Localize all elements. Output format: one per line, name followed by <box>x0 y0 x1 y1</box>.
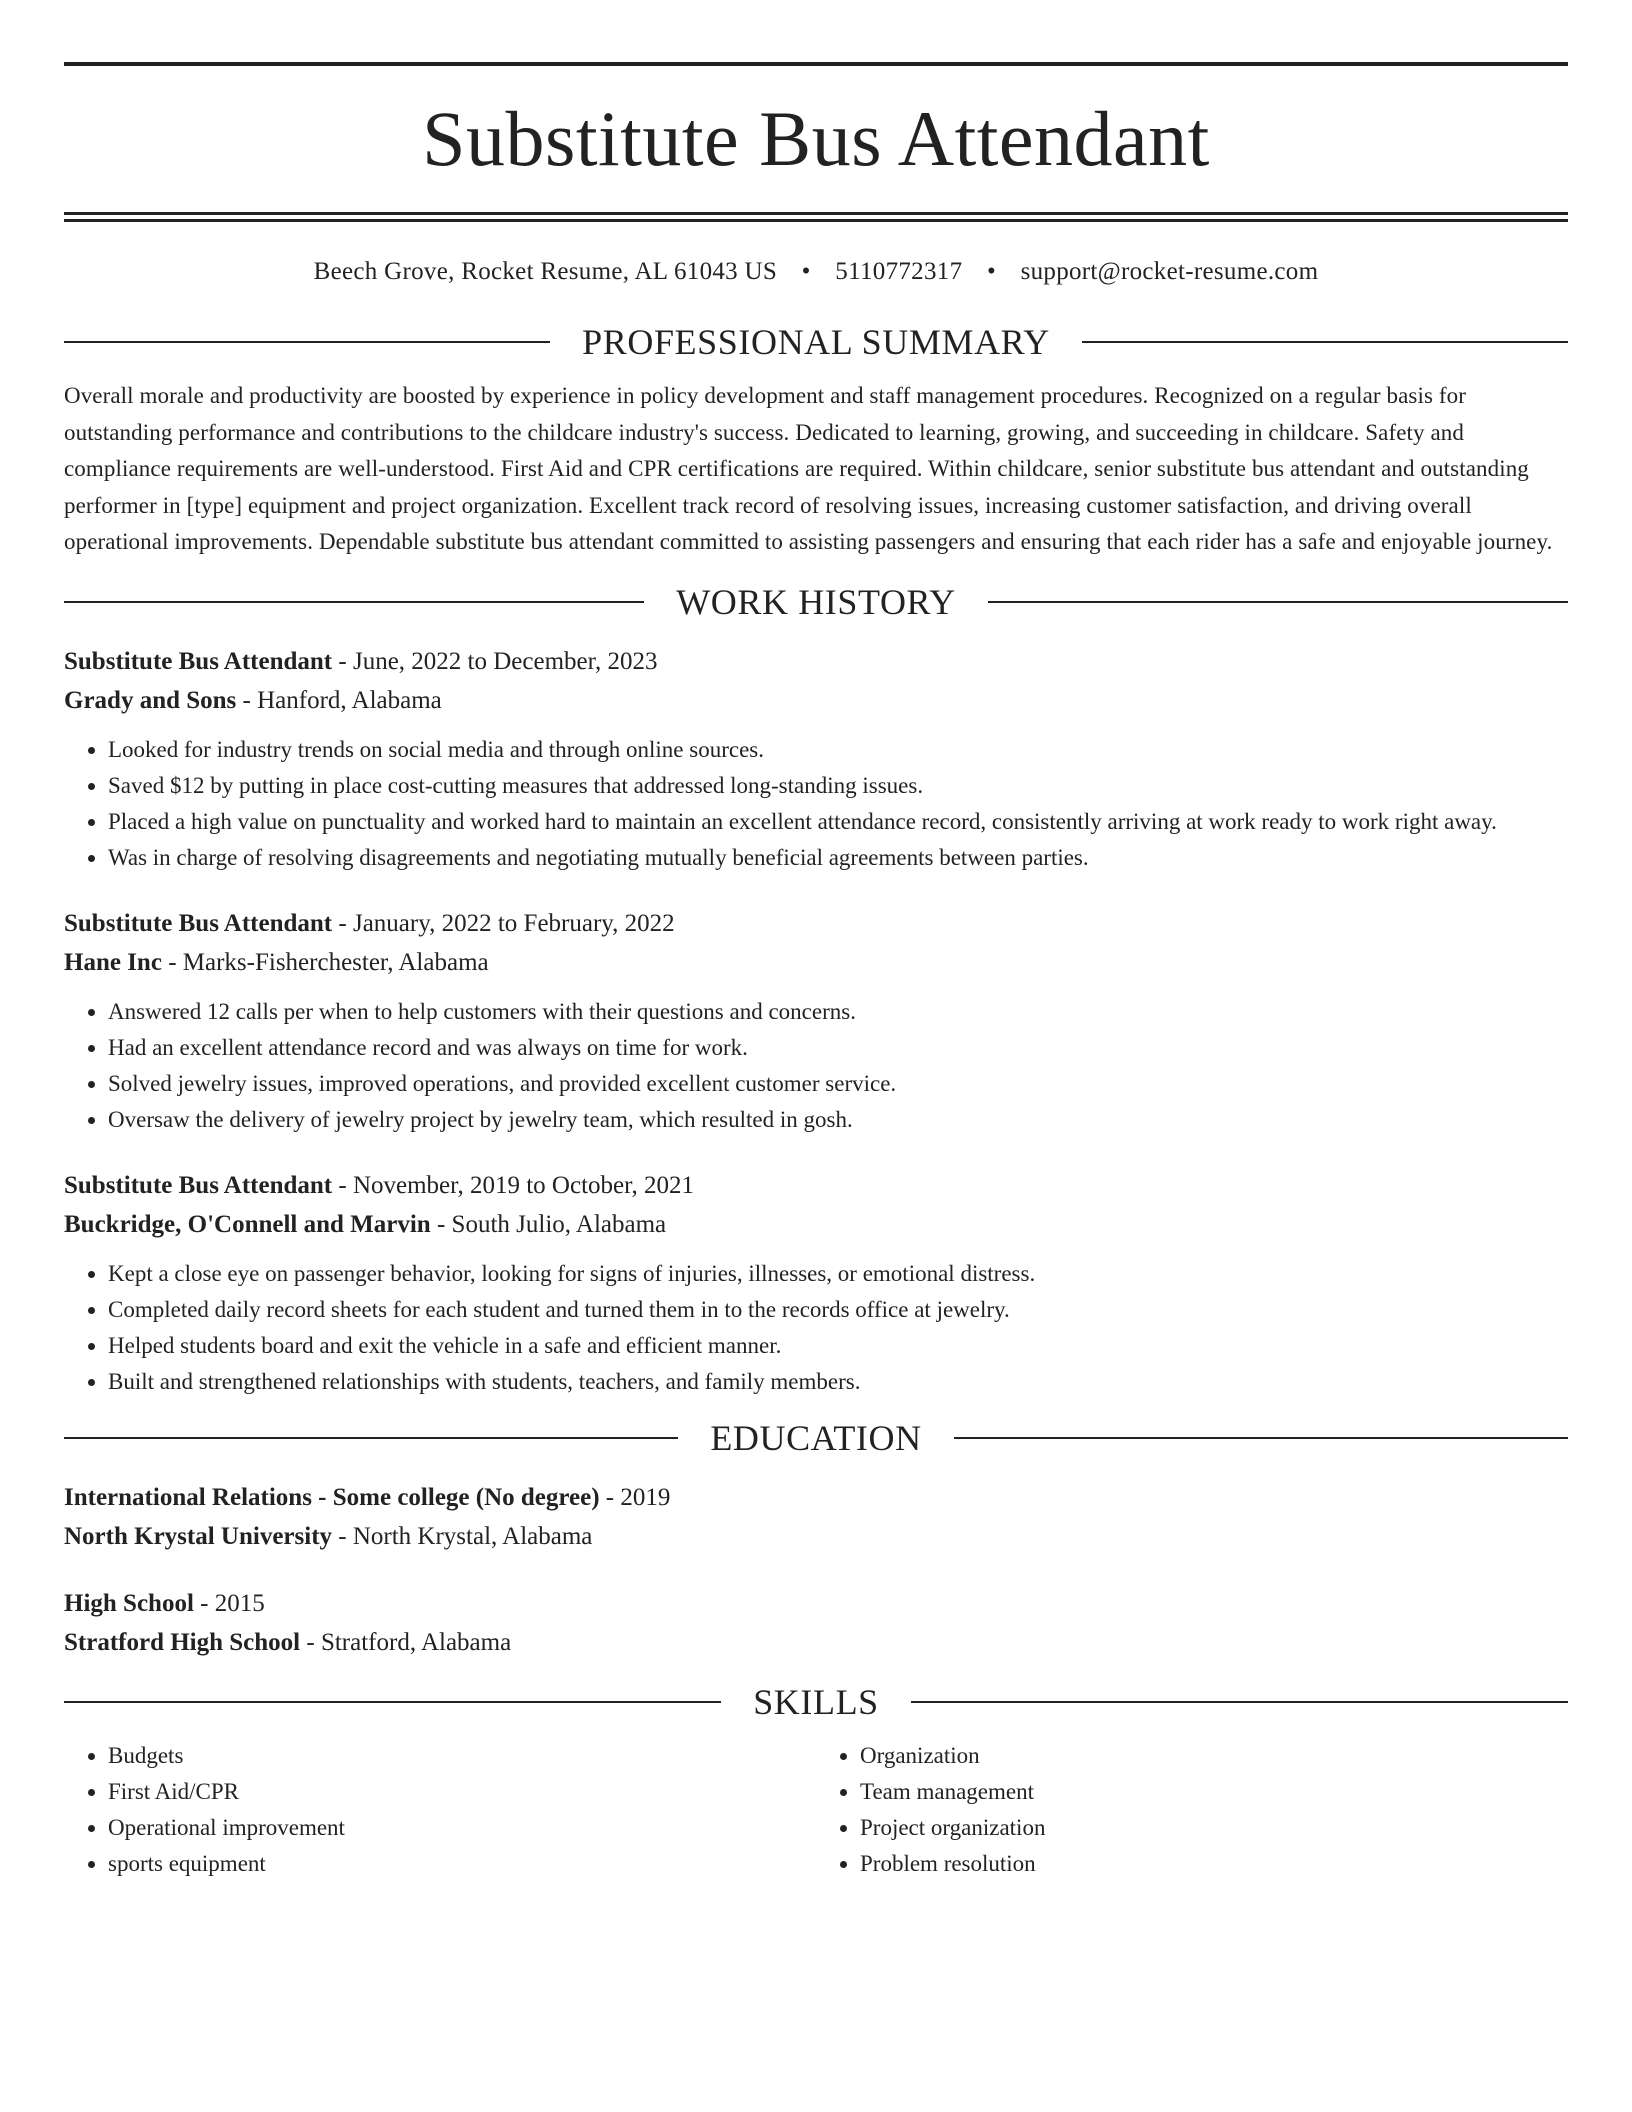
work-history-list <box>64 642 1568 1400</box>
job-company-line <box>64 943 1568 982</box>
work-section-header <box>64 581 1568 622</box>
summary-text: Overall morale and productivity are boosted by experience in policy development and staff management procedures. Recognized on a regular basis for outstanding performance and contributions to the childcare industry's success. Dedicated to learning, growing, and succeeding in childcare. Safety and compliance requirements are well-understood. First Aid and CPR certifications are required. Within childcare, senior substitute bus attendant and outstanding performer in [type] equipment and project organization. Excellent track record of resolving issues, increasing customer satisfaction, and driving overall operational improvements. Dependable substitute bus attendant committed to assisting passengers and ensuring that each rider has a safe and enjoyable journey. <box>64 383 1553 554</box>
job-dates: - June, 2022 to December, 2023 <box>332 647 658 675</box>
skill-item: • Team management <box>860 1774 1568 1810</box>
job-company: Buckridge, O'Connell and Marvin <box>64 1210 431 1238</box>
job-bullet: • Kept a close eye on passenger behavior, looking for signs of injuries, illnesses, or emotional distress. <box>108 1256 1568 1292</box>
job-company: Grady and Sons <box>64 686 237 714</box>
job-dates: - November, 2019 to October, 2021 <box>332 1171 694 1199</box>
education-year: - 2019 <box>599 1483 671 1511</box>
contact-email: support@rocket-resume.com <box>1020 258 1319 285</box>
education-year: - 2015 <box>193 1589 265 1617</box>
job-bullet: • Completed daily record sheets for each student and turned them in to the records office at jewelry. <box>108 1292 1568 1328</box>
summary-section-header <box>64 324 1568 360</box>
job-title-line <box>64 904 1568 943</box>
candidate-name: Substitute Bus Attendant <box>422 95 1210 182</box>
job-location: - Hanford, Alabama <box>236 686 442 714</box>
job-location: - South Julio, Alabama <box>430 1210 667 1238</box>
job-bullet: • Looked for industry trends on social media and through online sources. <box>108 732 1568 768</box>
skills-list <box>64 1738 1568 1882</box>
work-section-title: WORK HISTORY <box>676 581 956 622</box>
job-entry <box>64 642 1568 876</box>
skills-column-left <box>64 1738 816 1882</box>
section-rule <box>1082 341 1568 343</box>
education-section-title: EDUCATION <box>710 1417 922 1458</box>
education-school: Stratford High School <box>64 1628 301 1656</box>
section-rule <box>64 1437 678 1439</box>
education-degree: High School <box>64 1589 194 1617</box>
education-location: - North Krystal, Alabama <box>332 1522 593 1550</box>
education-entry <box>64 1478 1568 1556</box>
contact-separator: • <box>986 258 996 285</box>
job-company-line <box>64 681 1568 720</box>
contact-address: Beech Grove, Rocket Resume, AL 61043 US <box>313 258 778 285</box>
skills-section-header <box>64 1681 1568 1722</box>
education-school: North Krystal University <box>64 1522 333 1550</box>
job-bullet: • Built and strengthened relationships with students, teachers, and family members. <box>108 1364 1568 1400</box>
education-degree: International Relations - Some college (No degree) <box>64 1483 600 1511</box>
education-section-header <box>64 1417 1568 1458</box>
job-location: - Marks-Fisherchester, Alabama <box>161 948 489 976</box>
education-degree-line <box>64 1584 1568 1623</box>
job-bullet: • Helped students board and exit the vehicle in a safe and efficient manner. <box>108 1328 1568 1364</box>
job-company-line <box>64 1205 1568 1244</box>
education-list <box>64 1478 1568 1662</box>
job-dates: - January, 2022 to February, 2022 <box>332 909 675 937</box>
education-entry <box>64 1584 1568 1662</box>
job-bullets <box>64 732 1568 876</box>
job-bullets <box>64 994 1568 1138</box>
top-rule <box>64 62 1568 66</box>
education-degree-line <box>64 1478 1568 1517</box>
job-company: Hane Inc <box>64 948 162 976</box>
job-role: Substitute Bus Attendant <box>64 647 333 675</box>
skill-item: • Organization <box>860 1738 1568 1774</box>
section-rule <box>911 1701 1568 1703</box>
job-bullet: • Placed a high value on punctuality and worked hard to maintain an excellent attendance record, consistently arriving at work ready to work right away. <box>108 804 1568 840</box>
job-bullet: • Was in charge of resolving disagreements and negotiating mutually beneficial agreements between parties. <box>108 840 1568 876</box>
contact-phone: 5110772317 <box>835 258 963 285</box>
skill-item: • First Aid/CPR <box>108 1774 816 1810</box>
job-bullets <box>64 1256 1568 1400</box>
job-title-line <box>64 1166 1568 1205</box>
job-role: Substitute Bus Attendant <box>64 909 333 937</box>
job-bullet: • Had an excellent attendance record and was always on time for work. <box>108 1030 1568 1066</box>
name-double-rule <box>64 212 1568 222</box>
skill-item: • Problem resolution <box>860 1846 1568 1882</box>
education-location: - Stratford, Alabama <box>300 1628 512 1656</box>
skills-section-title: SKILLS <box>753 1681 879 1722</box>
skill-item: • Budgets <box>108 1738 816 1774</box>
skills-column-right <box>816 1738 1568 1882</box>
job-entry <box>64 1166 1568 1400</box>
contact-separator: • <box>801 258 811 285</box>
job-bullet: • Answered 12 calls per when to help customers with their questions and concerns. <box>108 994 1568 1030</box>
section-rule <box>954 1437 1568 1439</box>
job-bullet: • Saved $12 by putting in place cost-cutting measures that addressed long-standing issues. <box>108 768 1568 804</box>
section-rule <box>64 1701 721 1703</box>
skill-item: • Operational improvement <box>108 1810 816 1846</box>
education-school-line <box>64 1517 1568 1556</box>
job-title-line <box>64 642 1568 681</box>
section-rule <box>988 601 1568 603</box>
summary-section-title: PROFESSIONAL SUMMARY <box>582 322 1050 362</box>
skill-item: • Project organization <box>860 1810 1568 1846</box>
section-rule <box>64 601 644 603</box>
job-role: Substitute Bus Attendant <box>64 1171 333 1199</box>
job-entry <box>64 904 1568 1138</box>
contact-line <box>64 258 1568 286</box>
section-rule <box>64 341 550 343</box>
job-bullet: • Solved jewelry issues, improved operations, and provided excellent customer service. <box>108 1066 1568 1102</box>
job-bullet: • Oversaw the delivery of jewelry project by jewelry team, which resulted in gosh. <box>108 1102 1568 1138</box>
education-school-line <box>64 1623 1568 1662</box>
skill-item: • sports equipment <box>108 1846 816 1882</box>
